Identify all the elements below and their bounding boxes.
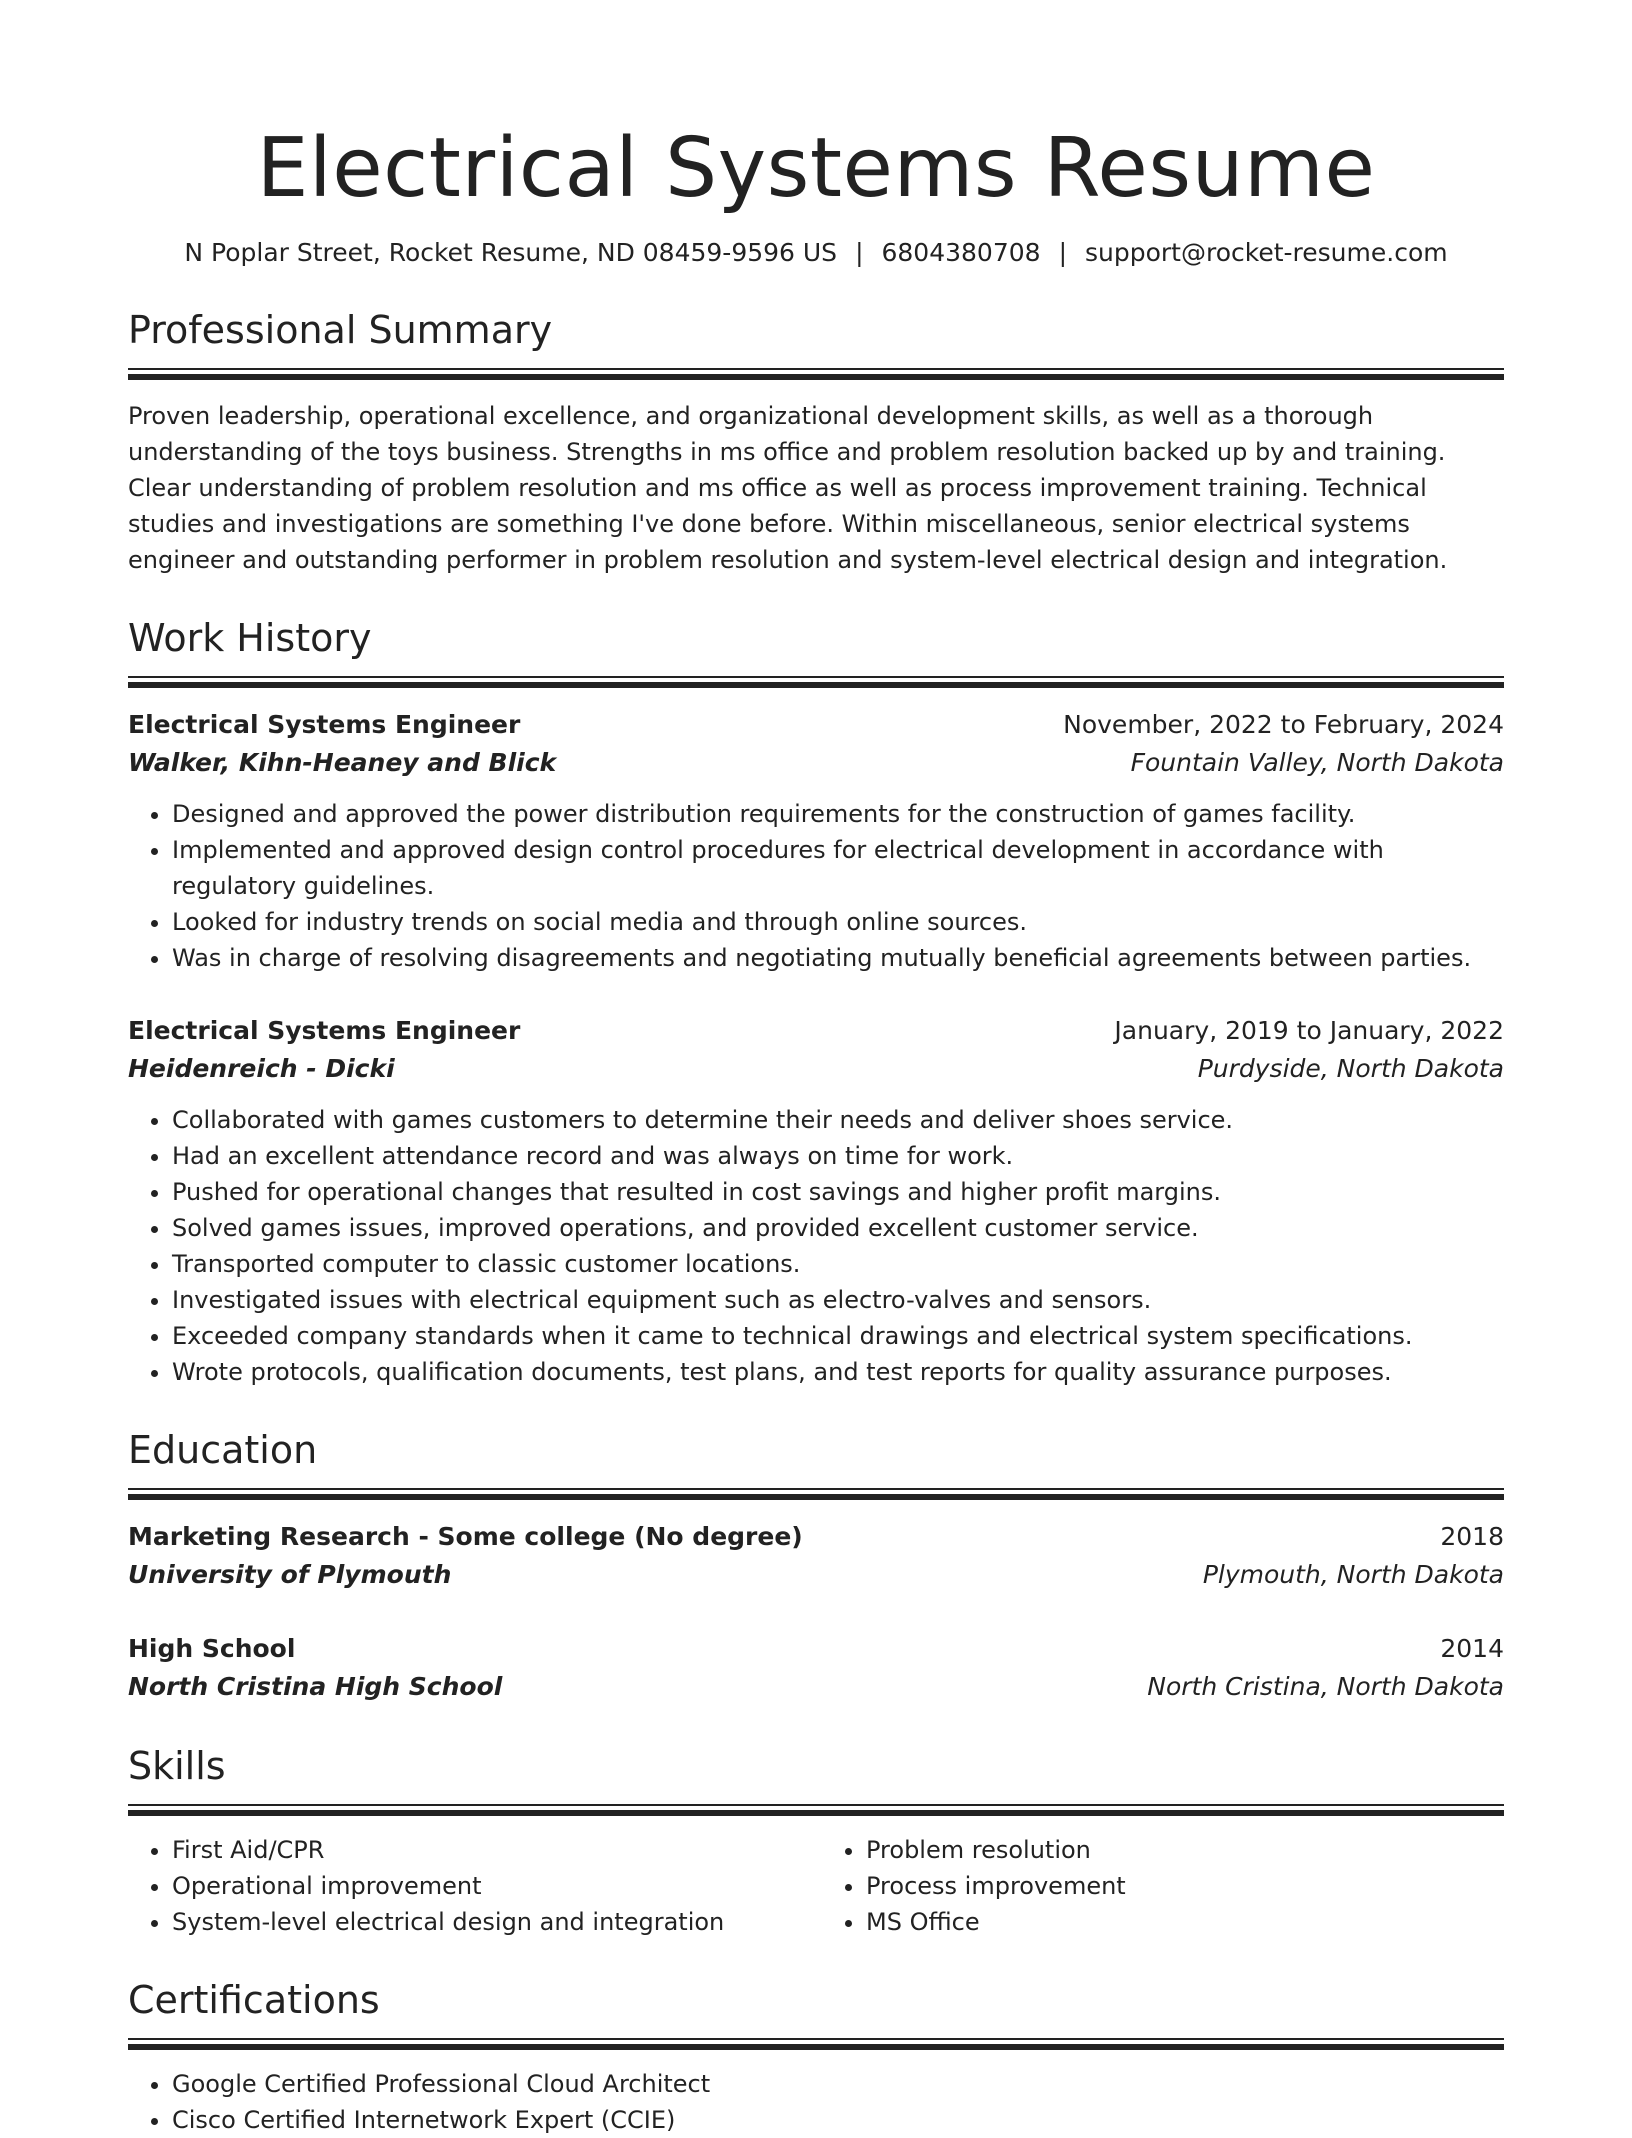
job-company: Walker, Kihn-Heaney and Blick [128, 748, 557, 777]
job-entry [128, 706, 1504, 976]
education-section [128, 1426, 1504, 1706]
contact-address: N Poplar Street, Rocket Resume, ND 08459-9596 US [184, 238, 838, 267]
education-degree: Marketing Research - Some college (No degree) [128, 1522, 803, 1551]
job-bullet: • Collaborated with games customers to determine their needs and deliver shoes service. [172, 1102, 1504, 1138]
education-degree: High School [128, 1634, 296, 1663]
education-year: 2018 [1440, 1522, 1504, 1551]
summary-text: Proven leadership, operational excellence, and organizational development skills, as well as a thorough understanding of the toys business. Strengths in ms office and problem resolution backed up by and training. Clear understanding of problem resolution and ms office as well as process improvement training. Technical studies and investigations are something I've done before. Within miscellaneous, senior electrical systems engineer and outstanding performer in problem resolution and system-level electrical design and integration. [128, 402, 1448, 574]
education-school: North Cristina High School [128, 1672, 503, 1701]
job-bullet: • Transported computer to classic customer locations. [172, 1246, 1504, 1282]
education-entry [128, 1630, 1504, 1706]
job-position: Electrical Systems Engineer [128, 710, 521, 739]
job-location: Purdyside, North Dakota [1197, 1054, 1504, 1083]
summary-heading: Professional Summary [128, 308, 553, 352]
education-location: North Cristina, North Dakota [1147, 1672, 1504, 1701]
job-bullet: • Designed and approved the power distribution requirements for the construction of games facility. [172, 796, 1504, 832]
job-bullet: • Pushed for operational changes that resulted in cost savings and higher profit margins. [172, 1174, 1504, 1210]
education-year: 2014 [1440, 1634, 1504, 1663]
job-bullets [128, 796, 1504, 976]
section-divider [128, 2038, 1504, 2050]
skill-item: • MS Office [866, 1904, 1504, 1940]
skill-item: • Problem resolution [866, 1832, 1504, 1868]
contact-phone: 6804380708 [881, 238, 1041, 267]
job-bullet: • Had an excellent attendance record and was always on time for work. [172, 1138, 1504, 1174]
section-divider [128, 676, 1504, 688]
job-bullet: • Solved games issues, improved operations, and provided excellent customer service. [172, 1210, 1504, 1246]
section-divider [128, 1488, 1504, 1500]
contact-separator: | [1058, 238, 1067, 267]
job-bullet: • Implemented and approved design control procedures for electrical development in accordance with regulatory guidelines. [172, 832, 1504, 904]
job-dates: January, 2019 to January, 2022 [1114, 1016, 1504, 1045]
resume-title: Electrical Systems Resume [256, 121, 1376, 216]
section-divider [128, 1804, 1504, 1816]
skill-item: • First Aid/CPR [172, 1832, 816, 1868]
job-bullets [128, 1102, 1504, 1390]
work-history-heading: Work History [128, 616, 372, 660]
skills-list [128, 1832, 1504, 1940]
skill-item: • System-level electrical design and integration [172, 1904, 816, 1940]
certifications-list [128, 2066, 1504, 2138]
job-dates: November, 2022 to February, 2024 [1063, 710, 1504, 739]
skill-item: • Process improvement [866, 1868, 1504, 1904]
job-position: Electrical Systems Engineer [128, 1016, 521, 1045]
job-bullet: • Investigated issues with electrical equipment such as electro-valves and sensors. [172, 1282, 1504, 1318]
job-entry [128, 1012, 1504, 1390]
certification-item: • Cisco Certified Internetwork Expert (CCIE) [172, 2102, 1504, 2138]
skills-heading: Skills [128, 1744, 226, 1788]
certification-item: • Google Certified Professional Cloud Architect [172, 2066, 1504, 2102]
skill-item: • Operational improvement [172, 1868, 816, 1904]
education-entry [128, 1518, 1504, 1594]
education-location: Plymouth, North Dakota [1202, 1560, 1504, 1589]
job-bullet: • Wrote protocols, qualification documents, test plans, and test reports for quality assurance purposes. [172, 1354, 1504, 1390]
education-heading: Education [128, 1428, 318, 1472]
job-location: Fountain Valley, North Dakota [1130, 748, 1504, 777]
certifications-section [128, 1976, 1504, 2138]
job-company: Heidenreich - Dicki [128, 1054, 395, 1083]
certifications-heading: Certifications [128, 1978, 380, 2022]
skills-column-2 [816, 1832, 1504, 1940]
contact-separator: | [855, 238, 864, 267]
skills-section [128, 1742, 1504, 1940]
skills-column-1 [128, 1832, 816, 1940]
section-divider [128, 368, 1504, 380]
summary-section [128, 306, 1504, 578]
job-bullet: • Exceeded company standards when it came to technical drawings and electrical system specifications. [172, 1318, 1504, 1354]
work-history-section [128, 614, 1504, 1390]
job-bullet: • Looked for industry trends on social media and through online sources. [172, 904, 1504, 940]
contact-line [128, 236, 1504, 270]
contact-email: support@rocket-resume.com [1085, 238, 1448, 267]
job-bullet: • Was in charge of resolving disagreements and negotiating mutually beneficial agreements between parties. [172, 940, 1504, 976]
education-school: University of Plymouth [128, 1560, 452, 1589]
